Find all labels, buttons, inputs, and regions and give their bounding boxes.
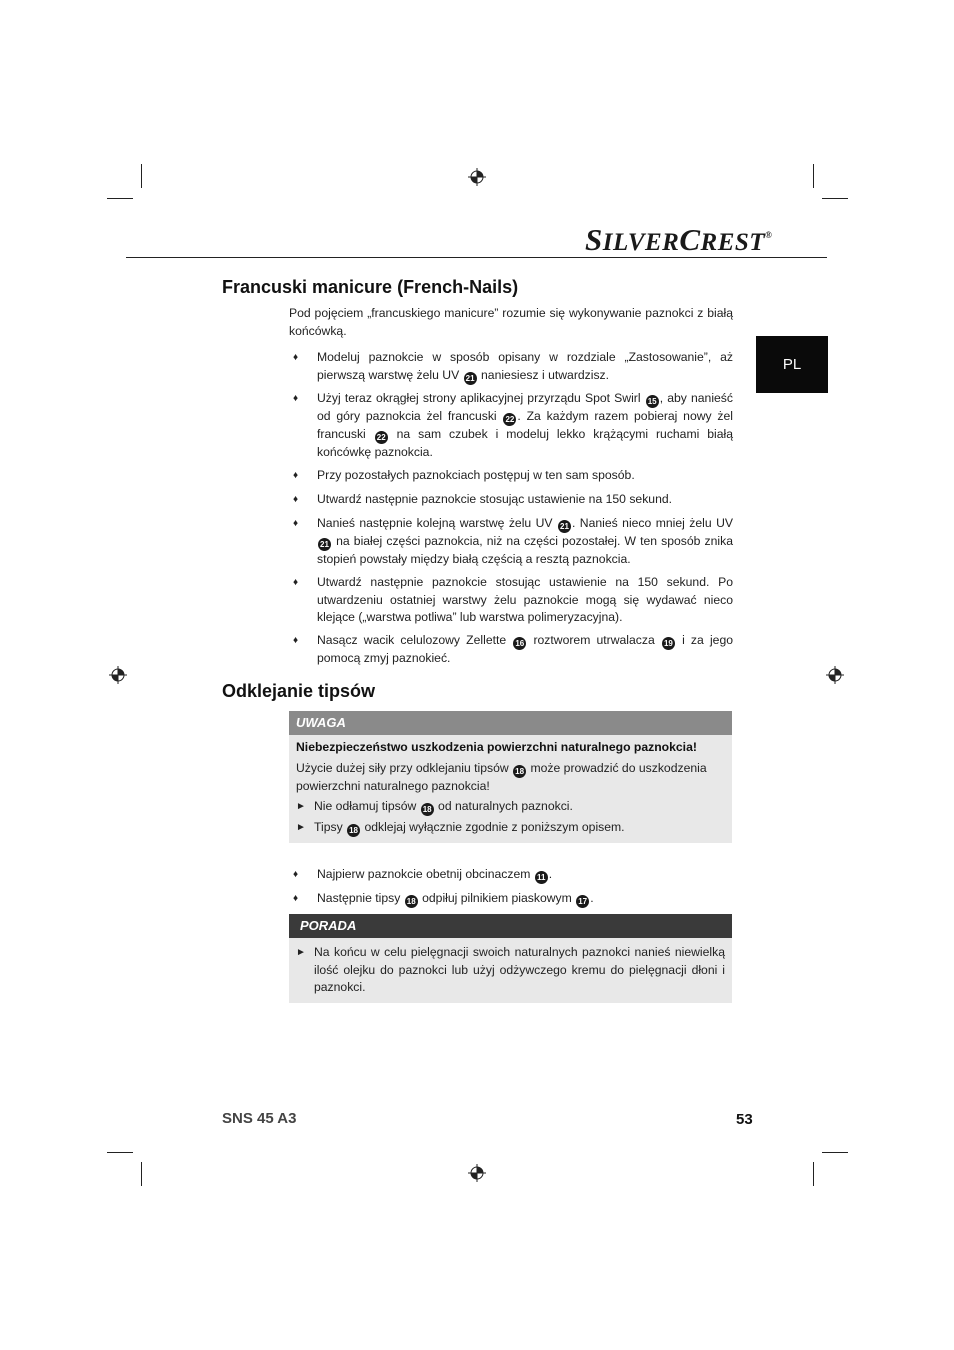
text-segment: odklejaj wyłącznie zgodnie z poniższym opisem.	[361, 820, 625, 834]
list-item-text	[317, 890, 733, 908]
list-item	[293, 349, 733, 385]
crop-mark	[813, 164, 814, 188]
text-segment: Na końcu w celu pielęgnacji swoich naturalnych paznokci nanieś niewielką ilość olejku do paznokci lub użyj odżywczego kremu do pielęgnacji dłoni i paznokci.	[314, 945, 725, 994]
warning-list-item	[296, 798, 725, 816]
list-item	[293, 467, 733, 485]
arrow-bullet-icon: ►	[296, 947, 306, 958]
arrow-bullet-icon: ►	[296, 822, 306, 833]
text-segment: .	[590, 891, 594, 905]
crop-mark	[813, 1162, 814, 1186]
section-title-removing-tips: Odklejanie tipsów	[222, 681, 376, 701]
intro-paragraph: Pod pojęciem „francuskiego manicure” rozumie się wykonywanie paznokci z białą końcówką.	[289, 306, 733, 338]
list-item-text	[314, 820, 625, 834]
list-item	[293, 491, 733, 509]
arrow-bullet-icon: ►	[296, 801, 306, 812]
tip-list-item	[296, 944, 725, 997]
text-segment: . Za każdym razem pobieraj nowy żel francuski	[317, 409, 733, 441]
list-item-text	[317, 866, 733, 884]
warning-title: Niebezpieczeństwo uszkodzenia powierzchni naturalnego paznokcia!	[296, 740, 697, 754]
list-item-text	[314, 945, 725, 994]
text-segment: .	[548, 867, 553, 881]
language-tab: PL	[756, 336, 828, 393]
registration-mark-icon	[468, 1164, 486, 1182]
list-item-text	[317, 390, 733, 462]
text-segment: Tipsy	[314, 820, 347, 834]
text-segment: Użycie dużej siły przy odklejaniu tipsów	[296, 760, 513, 775]
text-segment: może prowadzić do uszkodzenia powierzchni naturalnego paznokcia!	[296, 760, 707, 793]
warning-label: UWAGA	[289, 711, 732, 735]
callout-number-icon: 22	[375, 431, 388, 444]
callout-number-icon: 22	[503, 413, 516, 426]
registration-mark-icon	[826, 666, 844, 684]
list-item	[293, 574, 733, 627]
crop-mark	[141, 164, 142, 188]
list-item-text	[317, 467, 733, 485]
callout-number-icon: 16	[513, 637, 526, 650]
text-segment: roztworem utrwalacza	[527, 633, 661, 647]
list-item-text	[317, 574, 733, 627]
text-segment: Modeluj paznokcie w sposób opisany w rozdziale „Zastosowanie”, aż pierwszą warstwę żelu UV	[317, 350, 733, 382]
text-segment: odpiłuj pilnikiem piaskowym	[418, 891, 576, 905]
registration-mark-icon	[109, 666, 127, 684]
list-item-text	[314, 799, 573, 813]
header-divider	[126, 257, 827, 258]
callout-number-icon: 18	[347, 824, 360, 837]
text-segment: Użyj teraz okrągłej strony aplikacyjnej przyrządu Spot Swirl	[317, 391, 645, 405]
diamond-bullet-icon: ♦	[293, 893, 299, 904]
registration-mark-icon	[468, 168, 486, 186]
page-number: 53	[736, 1111, 753, 1128]
crop-mark	[822, 198, 848, 199]
section-title-french-nails: Francuski manicure (French-Nails)	[222, 277, 519, 297]
callout-number-icon: 21	[558, 520, 571, 533]
crop-mark	[822, 1152, 848, 1153]
callout-number-icon: 21	[318, 538, 331, 551]
list-item-text	[317, 632, 733, 668]
list-item-text	[317, 515, 733, 569]
callout-number-icon: 15	[646, 395, 659, 408]
list-item	[293, 390, 733, 462]
tip-box	[289, 914, 732, 1003]
text-segment: Nie odłamuj tipsów	[314, 799, 420, 813]
diamond-bullet-icon: ♦	[293, 577, 299, 588]
list-item-text	[317, 491, 733, 509]
footer-model-number: SNS 45 A3	[222, 1110, 297, 1127]
diamond-bullet-icon: ♦	[293, 470, 299, 481]
crop-mark	[107, 1152, 133, 1153]
callout-number-icon: 21	[464, 372, 477, 385]
text-segment: Przy pozostałych paznokciach postępuj w ten sam sposób.	[317, 468, 635, 482]
list-item	[293, 866, 733, 884]
callout-number-icon: 11	[535, 871, 548, 884]
diamond-bullet-icon: ♦	[293, 635, 299, 646]
text-segment: Nanieś następnie kolejną warstwę żelu UV	[317, 516, 557, 530]
tip-label: PORADA	[289, 914, 732, 938]
diamond-bullet-icon: ♦	[293, 352, 299, 363]
list-item	[293, 890, 733, 908]
text-segment: . Nanieś nieco mniej żelu UV	[571, 516, 733, 530]
warning-box	[289, 711, 732, 843]
diamond-bullet-icon: ♦	[293, 869, 299, 880]
callout-number-icon: 19	[662, 637, 675, 650]
text-segment: Utwardź następnie paznokcie stosując ustawienie na 150 sekund. Po utwardzeniu ostatniej warstwy żelu paznokcie mogą się wydawać nieco klejące („warstwa potliwa” lub warstwa polimeryzacyjna).	[317, 575, 733, 624]
diamond-bullet-icon: ♦	[293, 518, 299, 529]
crop-mark	[107, 198, 133, 199]
text-segment: na sam czubek i modeluj lekko krążącymi ruchami białą końcówkę paznokcia.	[317, 427, 733, 459]
text-segment: , aby nanieść od góry paznokcia żel francuski	[317, 391, 733, 423]
callout-number-icon: 17	[576, 895, 589, 908]
callout-number-icon: 18	[513, 765, 526, 778]
callout-number-icon: 18	[405, 895, 418, 908]
text-segment: od naturalnych paznokci.	[434, 799, 573, 813]
list-item-text	[317, 349, 733, 385]
text-segment: Nasącz wacik celulozowy Zellette	[317, 633, 513, 647]
text-segment: na białej części paznokcia, niż na części pozostałej. W ten sposób znika stopień powstały między białą częścią a resztą paznokcia.	[317, 534, 733, 566]
callout-number-icon: 18	[421, 803, 434, 816]
diamond-bullet-icon: ♦	[293, 393, 299, 404]
text-segment: i za jego pomocą zmyj paznokieć.	[317, 633, 734, 665]
list-item	[293, 632, 733, 668]
brand-logo: SILVERCREST®	[585, 222, 773, 257]
warning-text	[296, 760, 725, 796]
list-item	[293, 515, 733, 569]
warning-list-item	[296, 819, 725, 837]
text-segment: Następnie tipsy	[317, 891, 404, 905]
text-segment: Najpierw paznokcie obetnij obcinaczem	[317, 867, 534, 881]
text-segment: Utwardź następnie paznokcie stosując ustawienie na 150 sekund.	[317, 492, 673, 506]
text-segment: naniesiesz i utwardzisz.	[477, 367, 610, 382]
diamond-bullet-icon: ♦	[293, 494, 299, 505]
crop-mark	[141, 1162, 142, 1186]
